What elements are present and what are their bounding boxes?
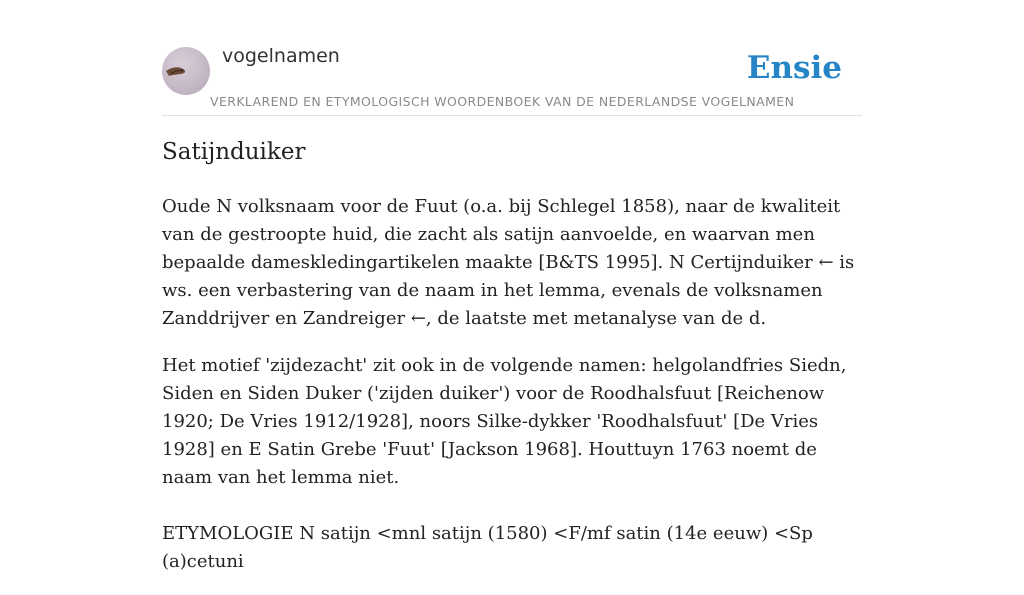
paragraph-1-text-c: , de laatste met metanalyse van de d. bbox=[425, 308, 767, 329]
etymology-paragraph: ETYMOLOGIE N satijn <mnl satijn (1580) <F/mf satin (14e eeuw) <Sp (a)cetuni bbox=[162, 523, 813, 572]
paragraph-1-text-a: Oude N volksnaam voor de Fuut (o.a. bij Schlegel 1858), naar de kwaliteit van de gestroopte huid, die zacht als satijn aanvoelde, en waarvan men bepaalde dameskledingartikelen maakte [B&TS 1995]. N Certijnduiker bbox=[162, 196, 841, 273]
cross-reference-arrow-zandreiger[interactable]: ← bbox=[410, 308, 426, 329]
paragraph-1 bbox=[162, 193, 862, 333]
cross-reference-arrow-certijnduiker[interactable]: ← bbox=[818, 252, 834, 273]
bird-icon bbox=[162, 47, 210, 95]
site-name[interactable]: vogelnamen bbox=[222, 45, 340, 67]
ensie-logo[interactable]: Ensie bbox=[746, 50, 842, 86]
site-subtitle: VERKLAREND EN ETYMOLOGISCH WOORDENBOEK VAN DE NEDERLANDSE VOGELNAMEN bbox=[210, 94, 795, 109]
page-title: Satijnduiker bbox=[162, 139, 306, 165]
avatar[interactable] bbox=[162, 47, 210, 95]
paragraph-2: Het motief 'zijdezacht' zit ook in de volgende namen: helgolandfries Siedn, Siden en Siden Duker ('zijden duiker') voor de Roodhalsfuut [Reichenow 1920; De Vries 1912/1928], noors Silke-dykker 'Roodhalsfuut' [De Vries 1928] en E Satin Grebe 'Fuut' [Jackson 1968]. Houttuyn 1763 noemt de naam van het lemma niet. bbox=[162, 355, 847, 488]
article-body bbox=[162, 193, 862, 595]
paragraph-1-text-b: is ws. een verbastering van de naam in het lemma, evenals de volksnamen Zanddrijver en Zandreiger bbox=[162, 252, 855, 329]
site-header bbox=[162, 0, 862, 116]
